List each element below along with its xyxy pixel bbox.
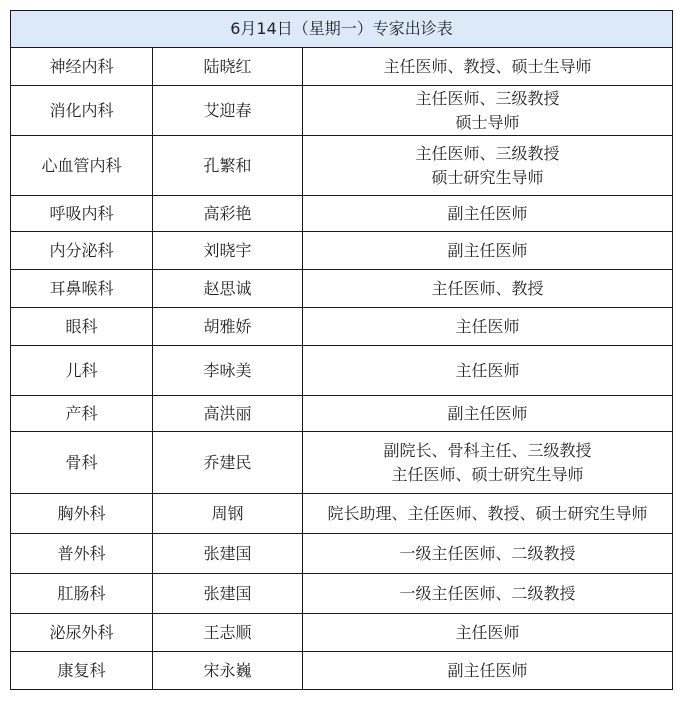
doctor-title-line: 主任医师、教授 <box>431 278 544 298</box>
department-cell: 普外科 <box>11 534 153 574</box>
table-row <box>11 574 673 614</box>
doctor-title-cell <box>303 346 673 396</box>
doctor-cell: 张建国 <box>153 534 303 574</box>
doctor-cell: 胡雅娇 <box>153 308 303 346</box>
doctor-title-cell <box>303 270 673 308</box>
doctor-title-line: 主任医师、三级教授 <box>415 143 560 163</box>
doctor-cell: 王志顺 <box>153 614 303 652</box>
table-row <box>11 614 673 652</box>
department-cell: 胸外科 <box>11 494 153 534</box>
department-cell: 心血管内科 <box>11 136 153 196</box>
doctor-title-line: 副主任医师 <box>447 240 528 260</box>
doctor-cell: 李咏美 <box>153 346 303 396</box>
department-cell: 肛肠科 <box>11 574 153 614</box>
department-cell: 呼吸内科 <box>11 196 153 232</box>
doctor-title-line: 院长助理、主任医师、教授、硕士研究生导师 <box>327 503 648 523</box>
doctor-title-cell <box>303 614 673 652</box>
table-row <box>11 494 673 534</box>
doctor-title-line: 主任医师 <box>455 622 520 642</box>
doctor-title-cell <box>303 48 673 86</box>
doctor-cell: 宋永巍 <box>153 652 303 690</box>
doctor-title-line: 副主任医师 <box>447 203 528 223</box>
table-row <box>11 86 673 136</box>
table-row <box>11 196 673 232</box>
table-row <box>11 232 673 270</box>
doctor-title-line: 副主任医师 <box>447 403 528 423</box>
department-cell: 泌尿外科 <box>11 614 153 652</box>
doctor-title-line: 一级主任医师、二级教授 <box>399 543 576 563</box>
doctor-title-cell <box>303 494 673 534</box>
table-row <box>11 652 673 690</box>
doctor-cell: 高彩艳 <box>153 196 303 232</box>
table-row <box>11 270 673 308</box>
doctor-title-line: 主任医师、教授、硕士生导师 <box>383 56 592 76</box>
doctor-title-line: 硕士研究生导师 <box>431 167 544 187</box>
department-cell: 康复科 <box>11 652 153 690</box>
doctor-cell: 陆晓红 <box>153 48 303 86</box>
table-row <box>11 396 673 432</box>
doctor-title-line: 副主任医师 <box>447 660 528 680</box>
table-row <box>11 432 673 494</box>
table-title: 6月14日（星期一）专家出诊表 <box>11 11 673 48</box>
department-cell: 眼科 <box>11 308 153 346</box>
table-title-row <box>11 11 673 48</box>
doctor-cell: 乔建民 <box>153 432 303 494</box>
doctor-title-line: 一级主任医师、二级教授 <box>399 583 576 603</box>
doctor-title-line: 主任医师 <box>455 360 520 380</box>
doctor-title-line: 硕士导师 <box>455 112 520 132</box>
doctor-cell: 张建国 <box>153 574 303 614</box>
table-body <box>11 48 673 690</box>
doctor-cell: 高洪丽 <box>153 396 303 432</box>
doctor-title-line: 副院长、骨科主任、三级教授 <box>383 440 592 460</box>
doctor-cell: 赵思诚 <box>153 270 303 308</box>
expert-schedule-table <box>10 10 673 690</box>
doctor-cell: 孔繁和 <box>153 136 303 196</box>
table-row <box>11 48 673 86</box>
doctor-title-cell <box>303 396 673 432</box>
department-cell: 消化内科 <box>11 86 153 136</box>
doctor-title-cell <box>303 652 673 690</box>
doctor-title-cell <box>303 534 673 574</box>
table-row <box>11 346 673 396</box>
doctor-cell: 刘晓宇 <box>153 232 303 270</box>
table-row <box>11 136 673 196</box>
doctor-title-cell <box>303 232 673 270</box>
table-row <box>11 308 673 346</box>
doctor-title-cell <box>303 86 673 136</box>
doctor-cell: 周钢 <box>153 494 303 534</box>
doctor-title-line: 主任医师、三级教授 <box>415 88 560 108</box>
doctor-title-cell <box>303 574 673 614</box>
doctor-title-line: 主任医师、硕士研究生导师 <box>391 464 584 484</box>
department-cell: 耳鼻喉科 <box>11 270 153 308</box>
doctor-title-cell <box>303 308 673 346</box>
doctor-cell: 艾迎春 <box>153 86 303 136</box>
department-cell: 产科 <box>11 396 153 432</box>
department-cell: 神经内科 <box>11 48 153 86</box>
department-cell: 儿科 <box>11 346 153 396</box>
doctor-title-cell <box>303 432 673 494</box>
table-row <box>11 534 673 574</box>
doctor-title-line: 主任医师 <box>455 316 520 336</box>
doctor-title-cell <box>303 196 673 232</box>
department-cell: 骨科 <box>11 432 153 494</box>
doctor-title-cell <box>303 136 673 196</box>
department-cell: 内分泌科 <box>11 232 153 270</box>
schedule-container <box>10 10 672 690</box>
